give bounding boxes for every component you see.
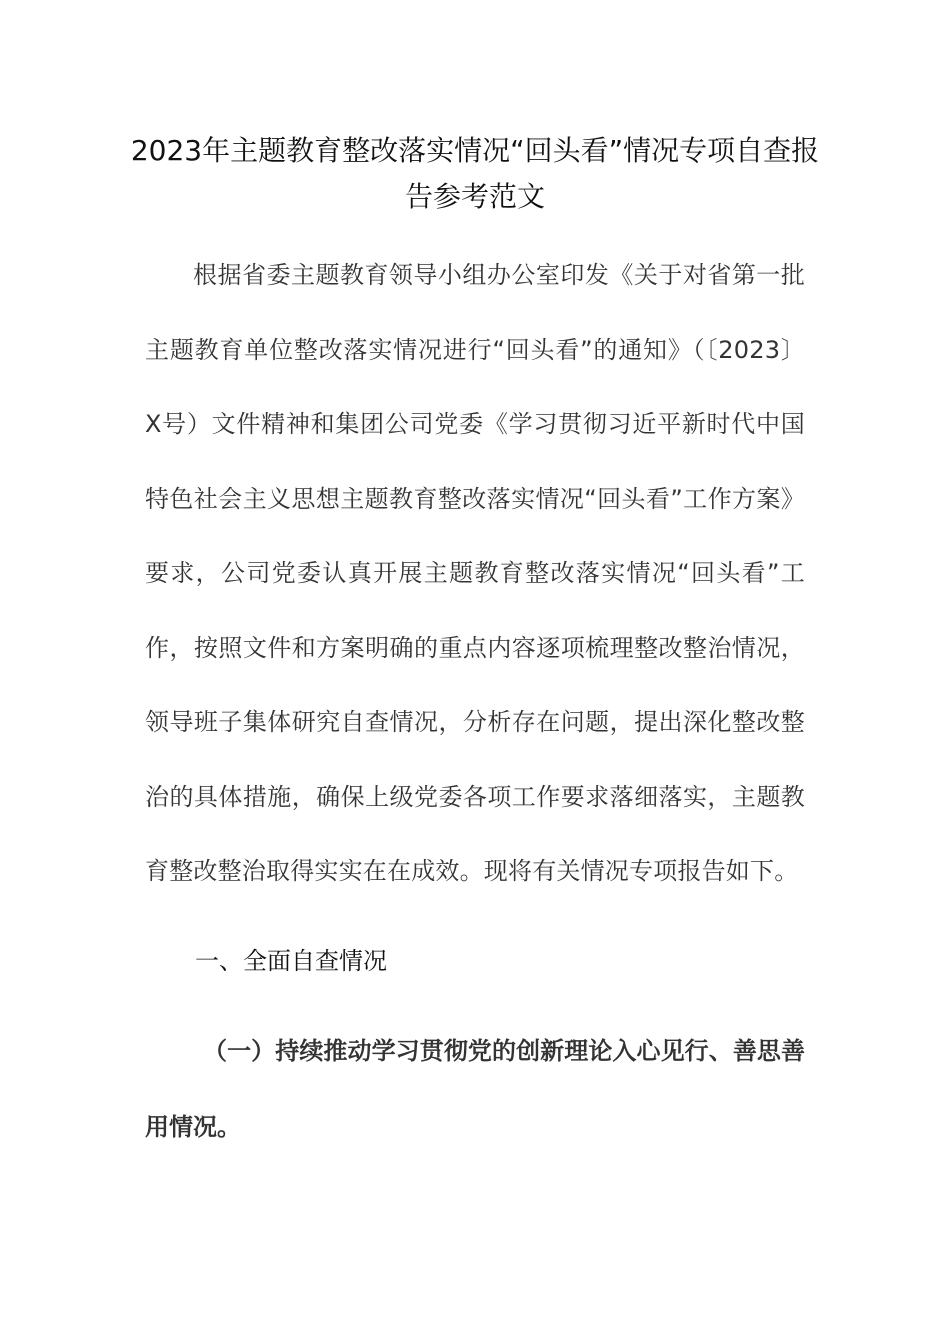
section-heading: 一、全面自查情况 (195, 946, 387, 975)
document-title: 2023年主题教育整改落实情况“回头看”情况专项自查报告参考范文 (130, 134, 820, 213)
sub-heading: （一）持续推动学习贯彻党的创新理论入心见行、善思善用情况。 (145, 1036, 805, 1141)
intro-paragraph: 根据省委主题教育领导小组办公室印发《关于对省第一批主题教育单位整改落实情况进行“回头看”的通知》（〔2023〕X号）文件精神和集团公司党委《学习贯彻习近平新时代中国特色社会主义思想主题教育整改落实情况“回头看”工作方案》要求，公司党委认真开展主题教育整改落实情况“回头看”工作，按照文件和方案明确的重点内容逐项梳理整改整治情况，领导班子集体研究自查情况，分析存在问题，提出深化整改整治的具体措施，确保上级党委各项工作要求落细落实，主题教育整改整治取得实实在在成效。现将有关情况专项报告如下。 (145, 261, 805, 885)
document-page (130, 128, 820, 1165)
